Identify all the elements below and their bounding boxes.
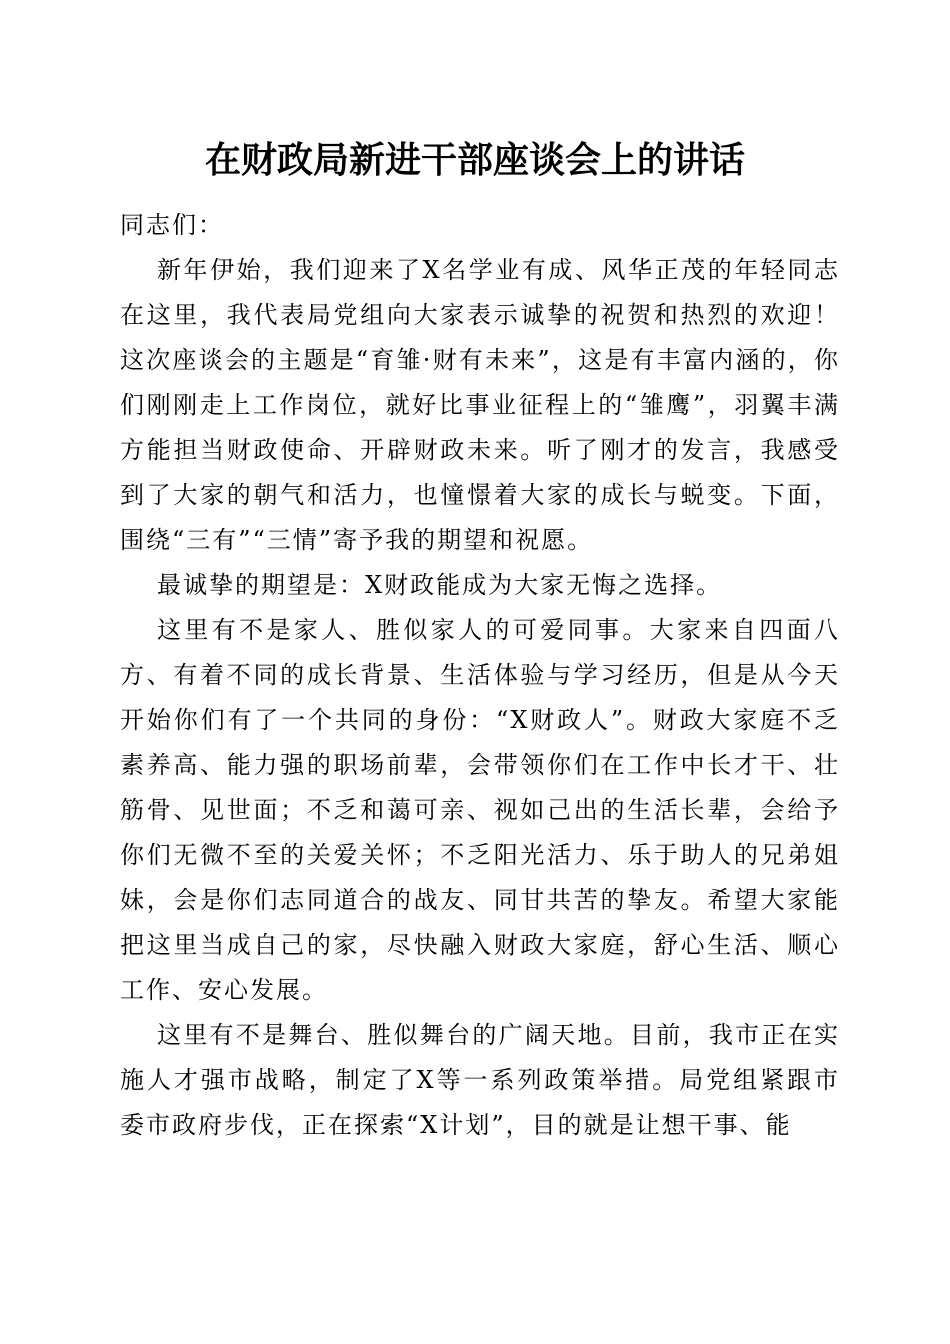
paragraph-3: 这里有不是家人、胜似家人的可爱同事。大家来自四面八方、有着不同的成长背景、生活体验与学习经历，但是从今天开始你们有了一个共同的身份：“X财政人”。财政大家庭不乏素养高、能力强的职场前辈，会带领你们在工作中长才干、壮筋骨、见世面；不乏和蔼可亲、视如己出的生活长辈，会给予你们无微不至的关爱关怀；不乏阳光活力、乐于助人的兄弟姐妹，会是你们志同道合的战友、同甘共苦的挚友。希望大家能把这里当成自己的家，尽快融入财政大家庭，舒心生活、顺心工作、安心发展。	[120, 616, 840, 1004]
document-title: 在财政局新进干部座谈会上的讲话	[204, 139, 745, 181]
paragraph-1: 新年伊始，我们迎来了X名学业有成、风华正茂的年轻同志在这里，我代表局党组向大家表示诚挚的祝贺和热烈的欢迎！这次座谈会的主题是“育雏·财有未来”，这是有丰富内涵的，你们刚刚走上工作岗位，就好比事业征程上的“雏鹰”，羽翼丰满方能担当财政使命、开辟财政未来。听了刚才的发言，我感受到了大家的朝气和活力，也憧憬着大家的成长与蜕变。下面，围绕“三有”“三情”寄予我的期望和祝愿。	[120, 256, 840, 554]
salutation: 同志们：	[120, 211, 224, 239]
paragraph-2: 最诚挚的期望是：X财政能成为大家无悔之选择。	[157, 571, 723, 599]
document-body	[120, 203, 840, 1148]
paragraph-4: 这里有不是舞台、胜似舞台的广阔天地。目前，我市正在实施人才强市战略，制定了X等一系列政策举措。局党组紧跟市委市政府步伐，正在探索“X计划”，目的就是让想干事、能	[120, 1021, 840, 1139]
